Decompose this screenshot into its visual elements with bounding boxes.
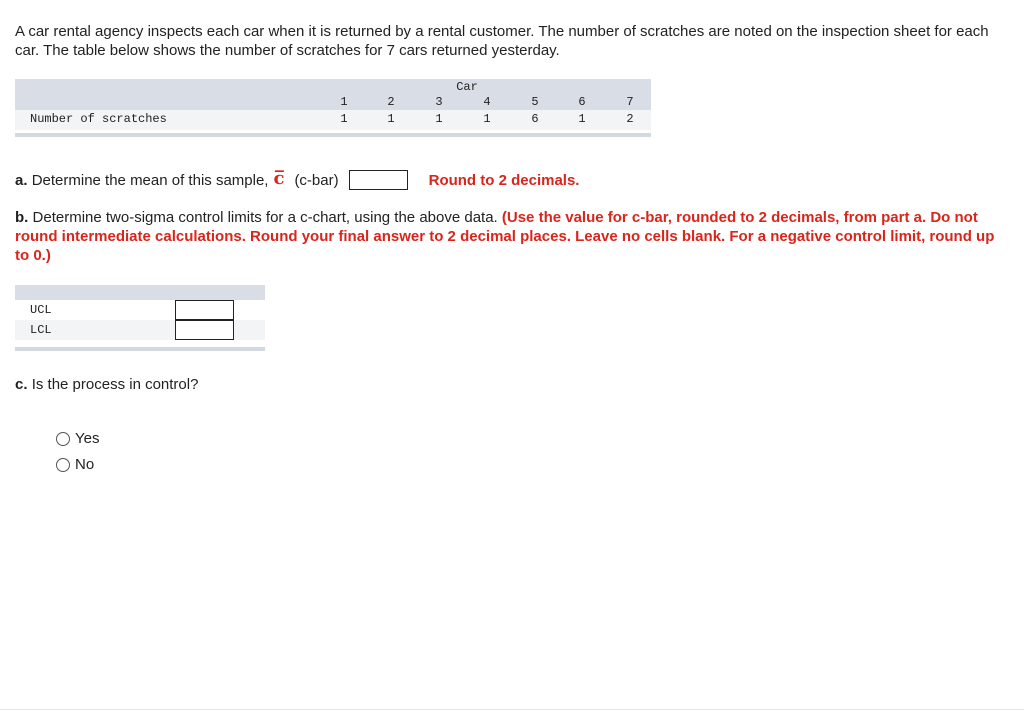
table-cell: 2 xyxy=(626,112,634,126)
lcl-input[interactable] xyxy=(175,320,234,340)
part-b-prefix: b. xyxy=(15,209,29,226)
ucl-input[interactable] xyxy=(175,300,234,320)
row-label: Number of scratches xyxy=(30,112,167,126)
round-note: Round to 2 decimals. xyxy=(428,171,580,189)
radio-button[interactable] xyxy=(56,432,70,446)
part-b-text: Determine two-sigma control limits for a c-chart, using the above data. xyxy=(32,209,498,226)
part-c-text: Is the process in control? xyxy=(31,376,199,393)
car-group-header: Car xyxy=(456,80,478,94)
part-c-prefix: c. xyxy=(15,376,28,393)
part-b-question xyxy=(15,208,1005,265)
table-cell: 1 xyxy=(387,112,395,126)
column-header: 6 xyxy=(578,95,586,109)
table-cell: 1 xyxy=(340,112,348,126)
part-b-instructions: (Use the value for c-bar, rounded to 2 decimals, from part a. Do not round intermediate calculations. Round your final answer to 2 decimal places. Leave no cells blank. For a negative control limit, round up to 0.) xyxy=(15,209,995,264)
table-cell: 1 xyxy=(483,112,491,126)
c-bar-label: (c-bar) xyxy=(294,171,339,189)
lcl-label: LCL xyxy=(30,323,52,337)
problem-intro: A car rental agency inspects each car when it is returned by a rental customer. The number of scratches are noted on the inspection sheet for each car. The table below shows the number of scratches for 7 cars returned yesterday. xyxy=(15,23,989,59)
column-header: 7 xyxy=(626,95,634,109)
limits-bottom-border xyxy=(15,347,265,351)
scratches-table xyxy=(15,79,651,137)
part-a-prefix: a. xyxy=(15,171,28,189)
table-header-band xyxy=(15,79,651,110)
part-c-question xyxy=(15,376,198,393)
radio-button[interactable] xyxy=(56,458,70,472)
table-bottom-border xyxy=(15,133,651,137)
option-no-label: No xyxy=(75,456,95,473)
column-header: 2 xyxy=(387,95,395,109)
control-limits-table xyxy=(15,285,265,352)
column-header: 3 xyxy=(435,95,443,109)
column-header: 5 xyxy=(531,95,539,109)
part-a-question xyxy=(15,167,580,190)
c-bar-symbol: c̅ xyxy=(273,167,285,189)
option-yes-label: Yes xyxy=(75,430,100,447)
option-yes[interactable] xyxy=(56,430,99,447)
column-header: 4 xyxy=(483,95,491,109)
table-cell: 6 xyxy=(531,112,539,126)
part-a-text: Determine the mean of this sample, xyxy=(31,171,269,189)
option-no[interactable] xyxy=(56,456,94,473)
limits-header-band xyxy=(15,285,265,300)
table-cell: 1 xyxy=(435,112,443,126)
table-cell: 1 xyxy=(578,112,586,126)
ucl-label: UCL xyxy=(30,303,52,317)
page-divider xyxy=(0,709,1024,710)
column-header: 1 xyxy=(340,95,348,109)
c-bar-input[interactable] xyxy=(349,170,408,190)
